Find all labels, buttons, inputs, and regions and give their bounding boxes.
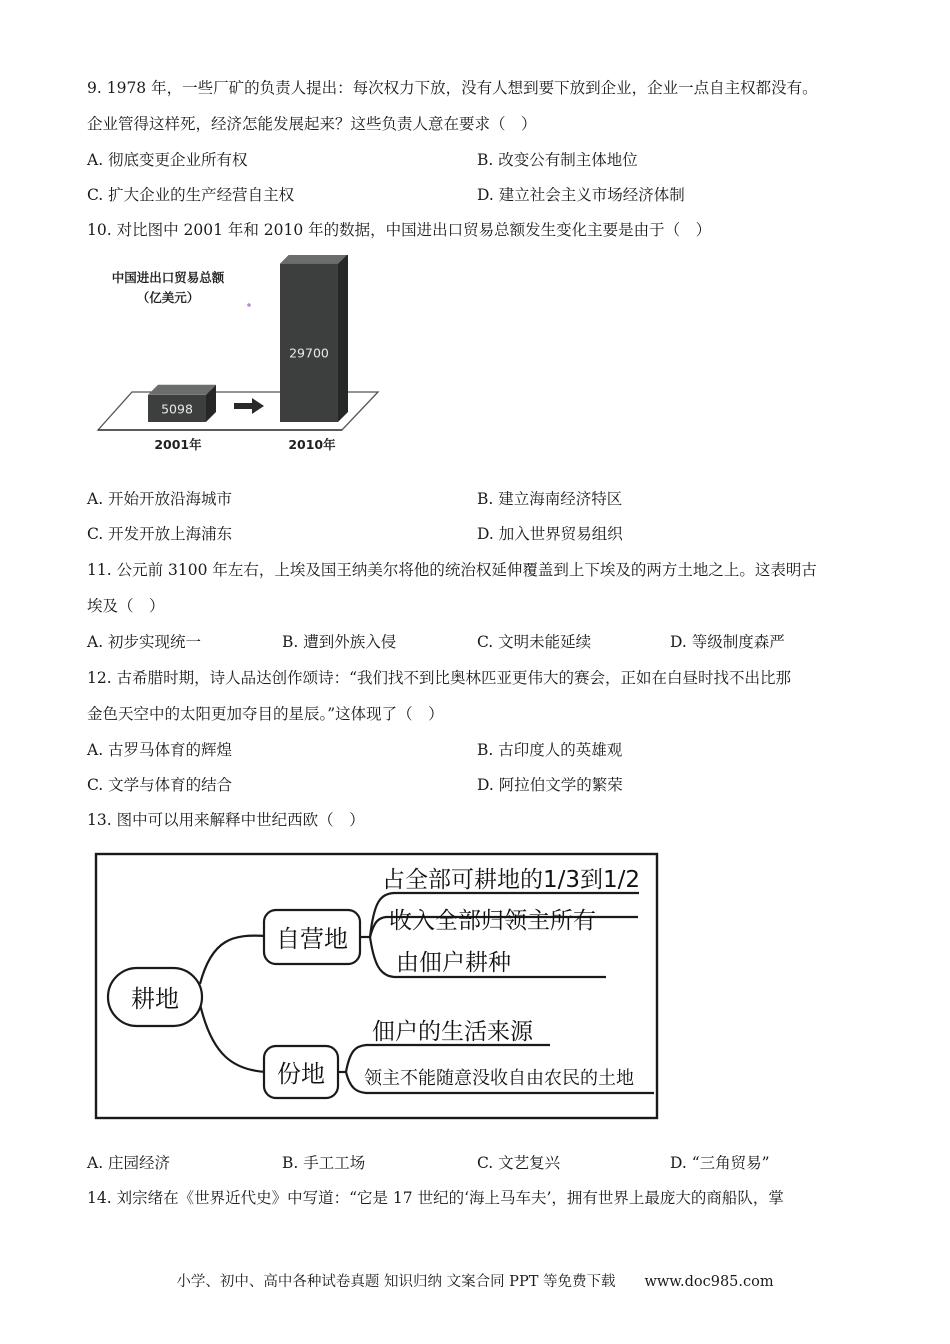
bar-side-2010年 bbox=[338, 255, 348, 422]
q12-option-b: B. 古印度人的英雄观 bbox=[477, 741, 623, 759]
category-label-2001: 2001年 bbox=[154, 437, 202, 452]
q12-option-c: C. 文学与体育的结合 bbox=[87, 776, 233, 794]
q13-option-a: A. 庄园经济 bbox=[87, 1154, 171, 1172]
q10-stem: 10. 对比图中 2001 年和 2010 年的数据，中国进出口贸易总额发生变化主要是由于（ ） bbox=[87, 221, 712, 239]
bar-value-label-2001年: 5098 bbox=[161, 401, 193, 417]
q11-option-d: D. 等级制度森严 bbox=[670, 633, 785, 651]
q11-option-b: B. 遭到外族入侵 bbox=[282, 633, 397, 651]
bar-2010年 bbox=[280, 264, 338, 422]
stray-dot bbox=[247, 303, 251, 307]
q11-option-a: A. 初步实现统一 bbox=[87, 633, 202, 651]
bar-top-2010年 bbox=[280, 255, 348, 264]
chart-subtitle: （亿美元） bbox=[136, 290, 200, 305]
q10-option-c: C. 开发开放上海浦东 bbox=[87, 525, 233, 543]
branch1-item-2: 收入全部归领主所有 bbox=[389, 908, 596, 934]
root-node-label: 耕地 bbox=[131, 985, 179, 1013]
q13-option-b: B. 手工工场 bbox=[282, 1154, 366, 1172]
page-footer: 小学、初中、高中各种试卷真题 知识归纳 文案合同 PPT 等免费下载 www.doc985.com bbox=[176, 1274, 774, 1290]
q9-option-a: A. 彻底变更企业所有权 bbox=[87, 151, 248, 169]
q11-option-c: C. 文明未能延续 bbox=[477, 633, 592, 651]
q9-stem-line2: 企业管得这样死，经济怎能发展起来？这些负责人意在要求（ ） bbox=[87, 115, 537, 133]
chart-title: 中国进出口贸易总额 bbox=[111, 270, 225, 285]
q9-option-c: C. 扩大企业的生产经营自主权 bbox=[87, 186, 295, 204]
bar-top-2001年 bbox=[148, 385, 216, 395]
q11-stem-line2: 埃及（ ） bbox=[87, 597, 165, 615]
branch2-item-2: 领主不能随意没收自由农民的土地 bbox=[364, 1068, 634, 1089]
branch2-item-1: 佃户的生活来源 bbox=[372, 1019, 533, 1045]
q14-stem: 14. 刘宗绪在《世界近代史》中写道：“它是 17 世纪的‘海上马车夫’，拥有世界上最庞大的商船队，掌 bbox=[87, 1189, 784, 1207]
branch1-item-3: 由佃户耕种 bbox=[396, 950, 511, 976]
farmland-mind-map bbox=[94, 852, 660, 1120]
q9-option-d: D. 建立社会主义市场经济体制 bbox=[477, 186, 685, 204]
branch1-node-label: 自营地 bbox=[276, 925, 348, 953]
q9-stem-line1: 9. 1978 年，一些厂矿的负责人提出：每次权力下放，没有人想到要下放到企业，企业一点自主权都没有。 bbox=[87, 79, 818, 97]
q10-option-b: B. 建立海南经济特区 bbox=[477, 490, 623, 508]
q13-option-d: D. “三角贸易” bbox=[670, 1154, 770, 1172]
category-label-2010: 2010年 bbox=[288, 437, 336, 452]
q13-stem: 13. 图中可以用来解释中世纪西欧（ ） bbox=[87, 811, 365, 829]
q12-stem-line2: 金色天空中的太阳更加夺目的星辰。”这体现了（ ） bbox=[87, 705, 444, 723]
q12-option-a: A. 古罗马体育的辉煌 bbox=[87, 741, 233, 759]
q13-option-c: C. 文艺复兴 bbox=[477, 1154, 561, 1172]
branch1-item-1: 占全部可耕地的1/3到1/2 bbox=[382, 867, 641, 893]
branch2-node-label: 份地 bbox=[277, 1060, 325, 1088]
q10-option-d: D. 加入世界贸易组织 bbox=[477, 525, 623, 543]
bar-value-label-2010年: 29700 bbox=[289, 345, 329, 361]
q12-option-d: D. 阿拉伯文学的繁荣 bbox=[477, 776, 623, 794]
trade-volume-chart bbox=[90, 255, 380, 460]
q10-option-a: A. 开始开放沿海城市 bbox=[87, 490, 233, 508]
q9-option-b: B. 改变公有制主体地位 bbox=[477, 151, 638, 169]
q12-stem-line1: 12. 古希腊时期，诗人品达创作颂诗：“我们找不到比奥林匹亚更伟大的赛会，正如在白昼时找不出比那 bbox=[87, 669, 792, 687]
q11-stem-line1: 11. 公元前 3100 年左右，上埃及国王纳美尔将他的统治权延伸覆盖到上下埃及的两方土地之上。这表明古 bbox=[87, 561, 817, 579]
